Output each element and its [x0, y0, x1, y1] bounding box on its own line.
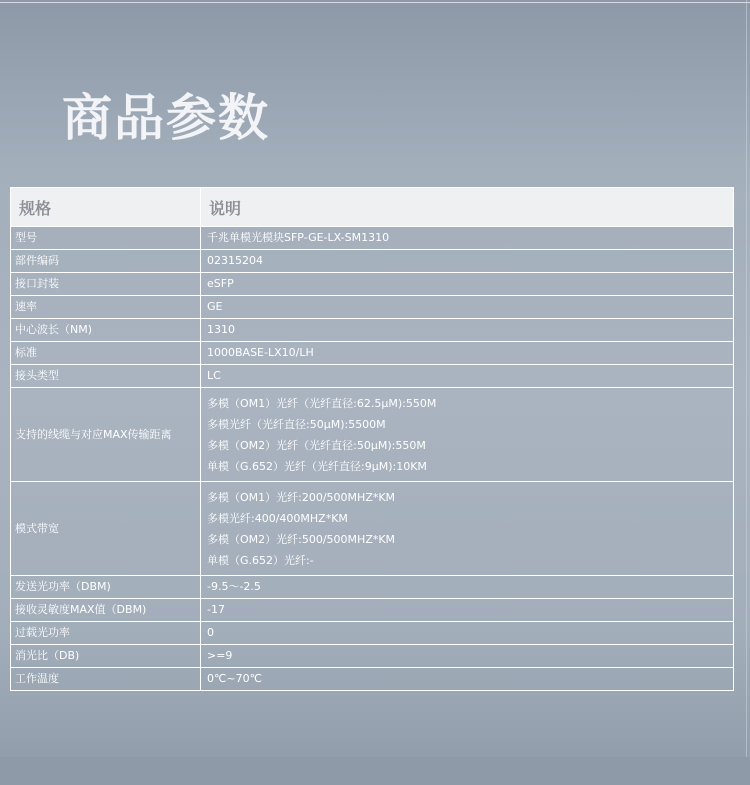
value-line: 多模（OM2）光纤:500/500MHZ*KM: [207, 532, 396, 546]
value-line: 多模（OM1）光纤:200/500MHZ*KM: [207, 490, 396, 504]
row-label: 发送光功率（DBM): [11, 576, 201, 599]
row-value-multiline: [201, 482, 734, 576]
table-row: [11, 342, 734, 365]
table-row: [11, 482, 734, 576]
table-row: [11, 319, 734, 342]
header-desc: 说明: [201, 188, 734, 227]
row-value: LC: [201, 365, 734, 388]
row-label: 接收灵敏度MAX值（DBM): [11, 599, 201, 622]
row-value: eSFP: [201, 273, 734, 296]
row-value: 02315204: [201, 250, 734, 273]
table-row: [11, 227, 734, 250]
table-row: [11, 622, 734, 645]
row-label: 接头类型: [11, 365, 201, 388]
table-row: [11, 645, 734, 668]
value-line: 单模（G.652）光纤:-: [207, 553, 314, 567]
row-label: 支持的线缆与对应MAX传输距离: [11, 388, 201, 482]
row-value-multiline: [201, 388, 734, 482]
table-row: [11, 365, 734, 388]
top-divider: [0, 2, 750, 3]
row-label: 工作温度: [11, 668, 201, 691]
row-value: -9.5～-2.5: [201, 576, 734, 599]
value-line: 多模光纤:400/400MHZ*KM: [207, 511, 348, 525]
right-edge-line: [746, 0, 747, 785]
row-value: -17: [201, 599, 734, 622]
row-label: 消光比（DB): [11, 645, 201, 668]
header-spec: 规格: [11, 188, 201, 227]
value-line: 多模（OM1）光纤（光纤直径:62.5μM):550M: [207, 396, 437, 410]
value-line: 多模光纤（光纤直径:50μM):5500M: [207, 417, 386, 431]
spec-table: [10, 187, 734, 691]
row-value: GE: [201, 296, 734, 319]
table-row: [11, 250, 734, 273]
table-row: [11, 273, 734, 296]
row-value: 1000BASE-LX10/LH: [201, 342, 734, 365]
row-value: 1310: [201, 319, 734, 342]
row-label: 中心波长（NM): [11, 319, 201, 342]
page-title: 商品参数: [62, 89, 270, 147]
table-row: [11, 599, 734, 622]
row-value: 0℃~70℃: [201, 668, 734, 691]
row-label: 标准: [11, 342, 201, 365]
table-row: [11, 296, 734, 319]
value-line: 多模（OM2）光纤（光纤直径:50μM):550M: [207, 438, 426, 452]
table-row: [11, 668, 734, 691]
row-label: 部件编码: [11, 250, 201, 273]
value-line: 单模（G.652）光纤（光纤直径:9μM):10KM: [207, 459, 427, 473]
row-label: 型号: [11, 227, 201, 250]
table-header-row: [11, 188, 734, 227]
row-label: 速率: [11, 296, 201, 319]
row-value: 千兆单模光模块SFP-GE-LX-SM1310: [201, 227, 734, 250]
table-row: [11, 576, 734, 599]
row-label: 过载光功率: [11, 622, 201, 645]
row-value: 0: [201, 622, 734, 645]
bottom-band: [0, 757, 750, 785]
row-value: >=9: [201, 645, 734, 668]
table-row: [11, 388, 734, 482]
row-label: 模式带宽: [11, 482, 201, 576]
row-label: 接口封装: [11, 273, 201, 296]
